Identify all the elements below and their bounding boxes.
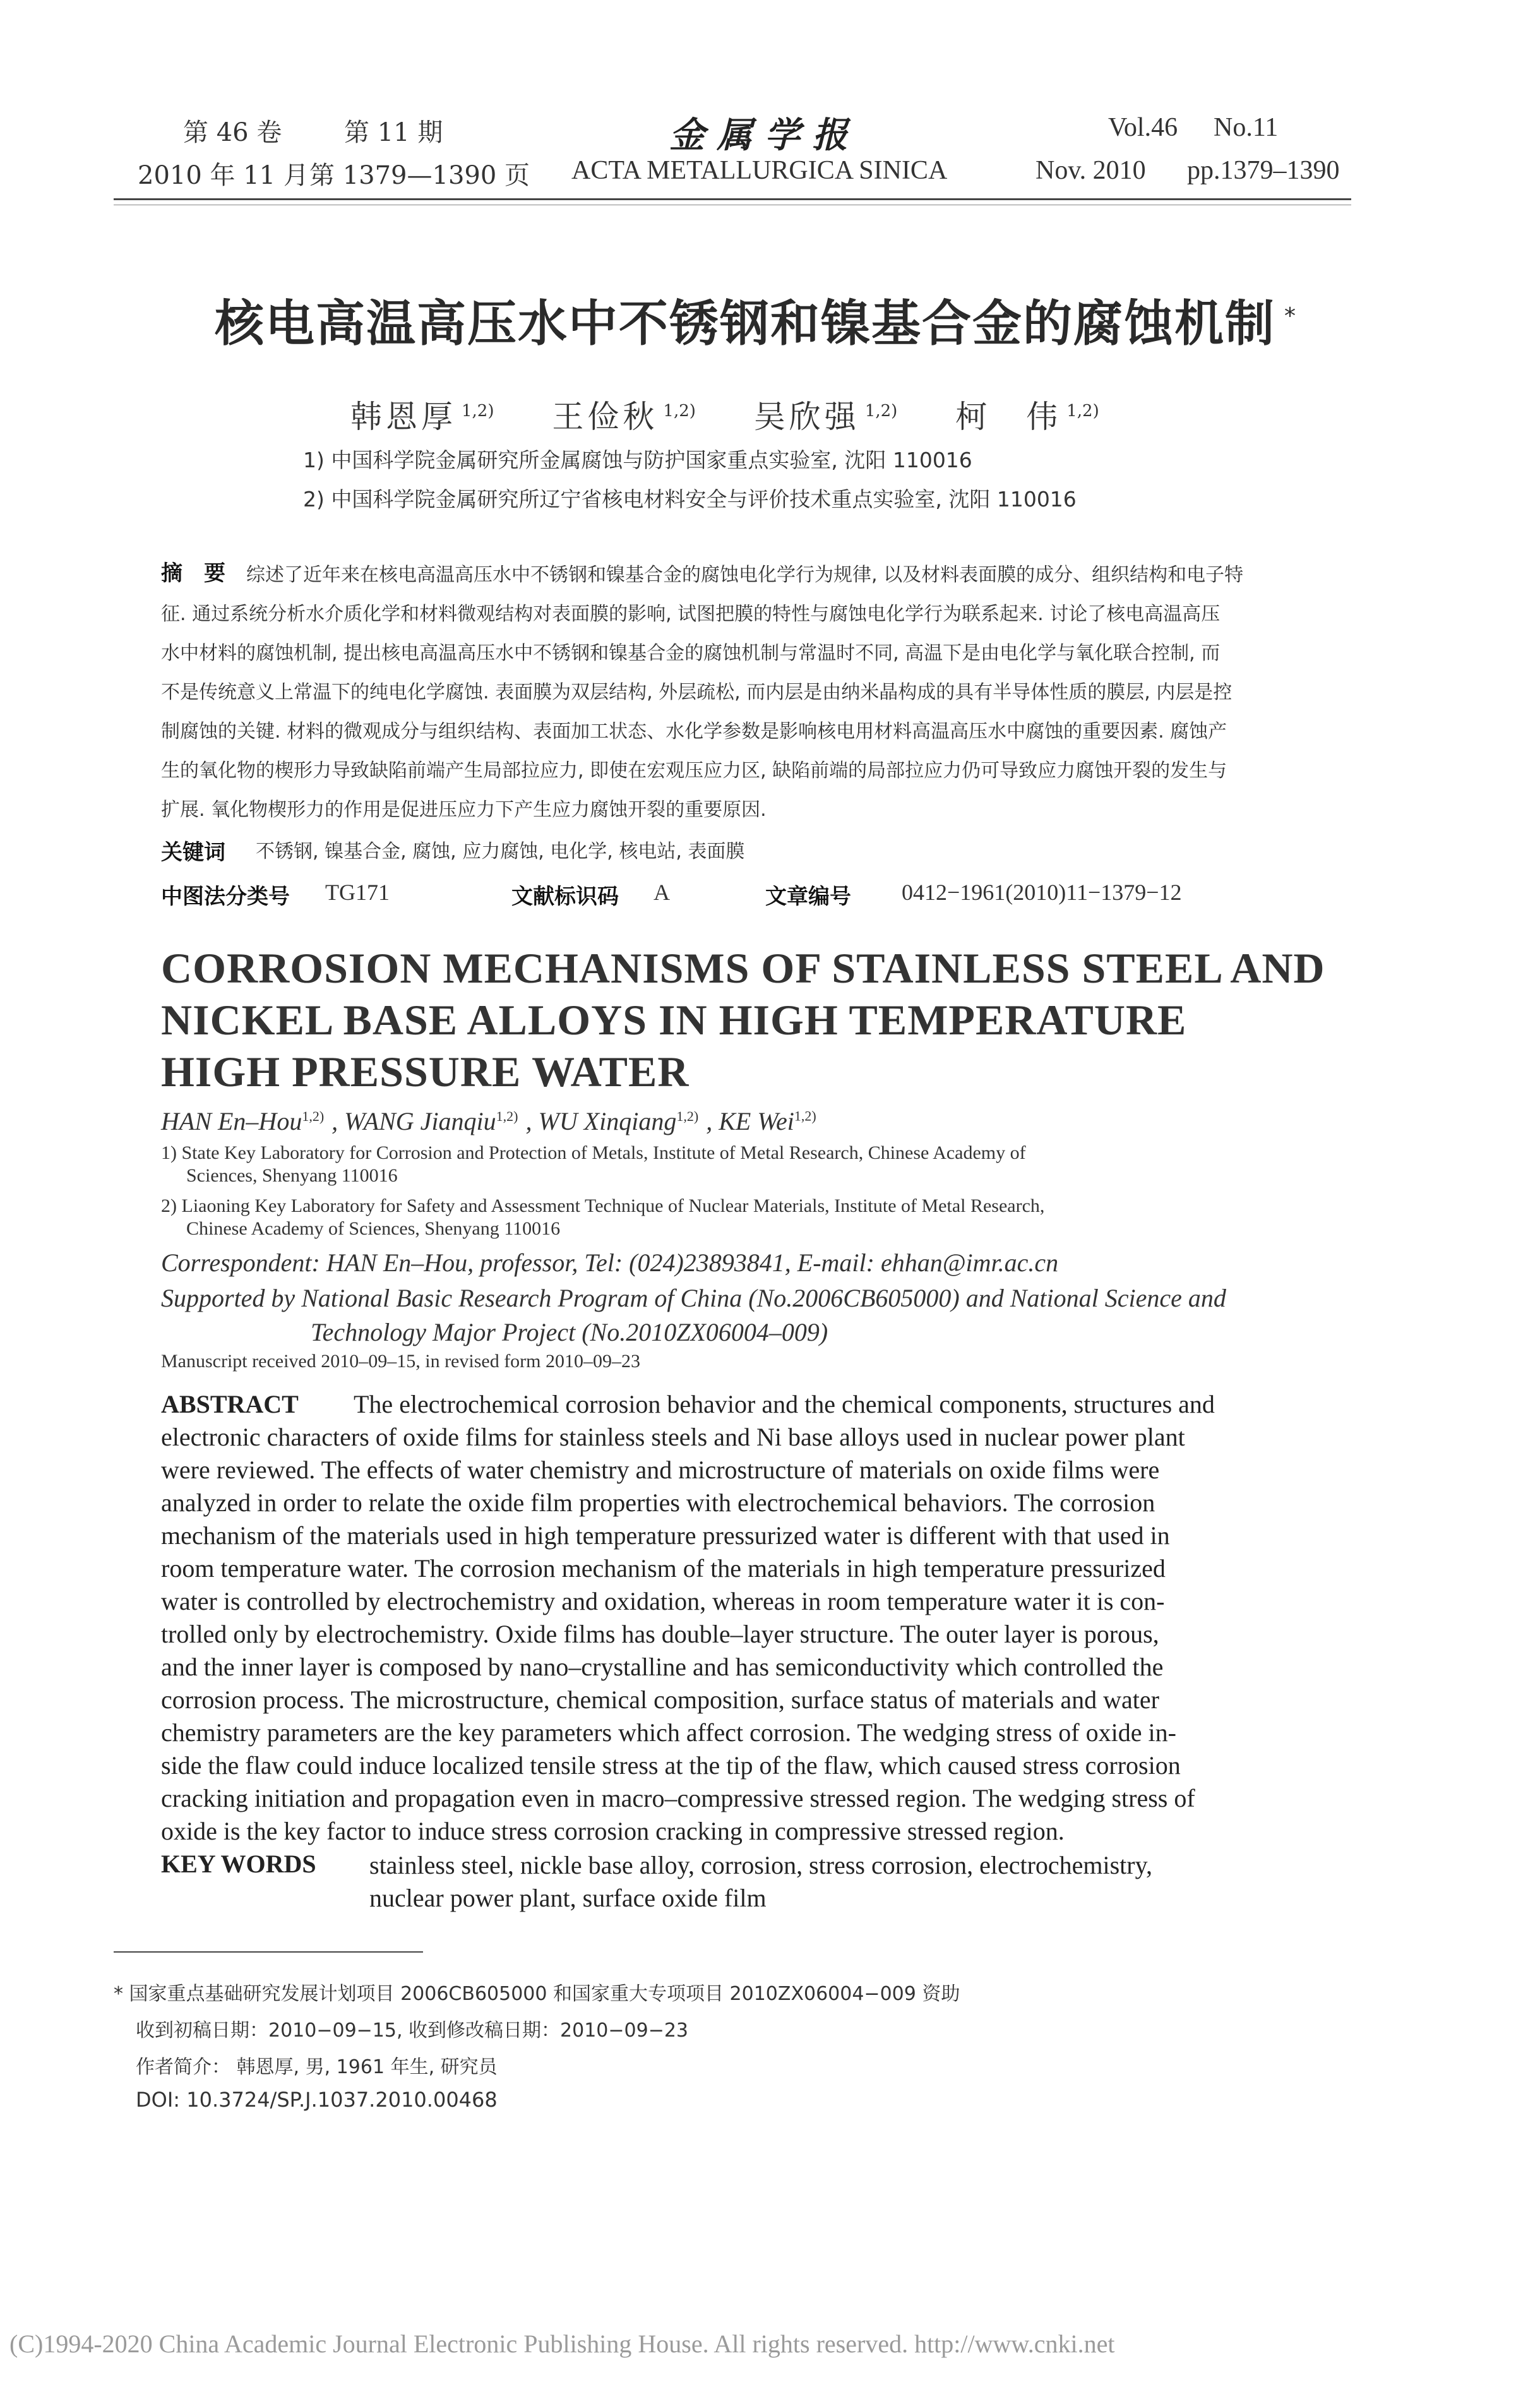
author-en: WU Xinqiang xyxy=(538,1107,677,1135)
abstract-en-line: mechanism of the materials used in high temperature pressurized water is different with that used in xyxy=(161,1521,1170,1550)
keywords-label-en: KEY WORDS xyxy=(161,1850,316,1878)
copyright-line: (C)1994-2020 China Academic Journal Electronic Publishing House. All rights reserved. http://www.cnki.net xyxy=(9,2330,1115,2358)
abstract-en-line: were reviewed. The effects of water chemistry and microstructure of materials on oxide films were xyxy=(161,1456,1160,1484)
abstract-label-cn: 摘 要 xyxy=(161,561,225,586)
affiliation-en-2: 2) Liaoning Key Laboratory for Safety and Assessment Technique of Nuclear Materials, Institute of Metal Research, xyxy=(161,1195,1045,1216)
footnote-funding: * 国家重点基础研究发展计划项目 2006CB605000 和国家重大专项项目 2010ZX06004−009 资助 xyxy=(114,1983,960,2005)
issue-en: No.11 xyxy=(1214,113,1279,142)
supported-by-cont: Technology Major Project (No.2010ZX06004–009) xyxy=(311,1318,828,1346)
author-en: HAN En–Hou xyxy=(161,1107,302,1135)
abstract-en-line: cracking initiation and propagation even in macro–compressive stressed region. The wedging stress of xyxy=(161,1784,1195,1812)
journal-name-en: ACTA METALLURGICA SINICA xyxy=(571,156,948,185)
abstract-en-line: and the inner layer is composed by nano–crystalline and has semiconductivity which controlled the xyxy=(161,1653,1164,1681)
keywords-en-cont: nuclear power plant, surface oxide film xyxy=(369,1884,767,1912)
pages-cn: 第 1379—1390 页 xyxy=(309,161,530,190)
paper-title-cn: 核电高温高压水中不锈钢和镍基合金的腐蚀机制 * xyxy=(215,296,1298,352)
author-en: KE Wei xyxy=(719,1107,794,1135)
affiliation-cn-2: 2) 中国科学院金属研究所辽宁省核电材料安全与评价技术重点实验室, 沈阳 110016 xyxy=(303,487,1077,512)
manuscript-dates: Manuscript received 2010–09–15, in revised form 2010–09–23 xyxy=(161,1351,641,1372)
pages-en: pp.1379–1390 xyxy=(1187,156,1340,185)
clc-value: TG171 xyxy=(325,880,390,905)
correspondent: Correspondent: HAN En–Hou, professor, Tel: (024)23893841, E-mail: ehhan@imr.ac.cn xyxy=(161,1248,1059,1277)
abstract-cn-line: 水中材料的腐蚀机制, 提出核电高温高压水中不锈钢和镍基合金的腐蚀机制与常温时不同, 高温下是由电化学与氧化联合控制, 而 xyxy=(161,642,1221,664)
affiliation-en-1-cont: Sciences, Shenyang 110016 xyxy=(186,1165,398,1186)
doc-code-label: 文献标识码 xyxy=(511,884,619,909)
keywords-en: stainless steel, nickle base alloy, corrosion, stress corrosion, electrochemistry, xyxy=(369,1851,1153,1879)
abstract-cn-line: 不是传统意义上常温下的纯电化学腐蚀. 表面膜为双层结构, 外层疏松, 而内层是由纳米晶构成的具有半导体性质的膜层, 内层是控 xyxy=(161,681,1233,703)
date-en: Nov. 2010 xyxy=(1036,156,1146,185)
date-cn: 2010 年 11 月 xyxy=(138,161,309,190)
abstract-en-line: water is controlled by electrochemistry and oxidation, whereas in room temperature water it is con- xyxy=(161,1587,1165,1615)
paper-title-en-line: NICKEL BASE ALLOYS IN HIGH TEMPERATURE xyxy=(161,996,1187,1044)
abstract-cn-line: 生的氧化物的楔形力导致缺陷前端产生局部拉应力, 即使在宏观压应力区, 缺陷前端的局部拉应力仍可导致应力腐蚀开裂的发生与 xyxy=(161,760,1227,782)
author-en: WANG Jianqiu xyxy=(344,1107,496,1135)
abstract-en-line: side the flaw could induce localized tensile stress at the tip of the flaw, which caused stress corrosion xyxy=(161,1751,1181,1780)
footnote-author-bio: 作者简介： 韩恩厚, 男, 1961 年生, 研究员 xyxy=(136,2056,498,2078)
affiliation-en-1: 1) State Key Laboratory for Corrosion and Protection of Metals, Institute of Metal Research, Chinese Academy of xyxy=(161,1142,1026,1163)
article-no-value: 0412−1961(2010)11−1379−12 xyxy=(902,880,1182,905)
affiliation-en-2-cont: Chinese Academy of Sciences, Shenyang 110016 xyxy=(186,1218,561,1239)
abstract-en-line: analyzed in order to relate the oxide film properties with electrochemical behaviors. The corrosion xyxy=(161,1488,1155,1517)
authors-en: HAN En–Hou$^{1,2)}$ , WANG Jianqiu$^{1,2)}$ , WU Xinqiang$^{1,2)}$ , KE Wei$^{1,2)}$ xyxy=(161,1107,816,1135)
abstract-en-line: corrosion process. The microstructure, chemical composition, surface status of materials and water xyxy=(161,1685,1159,1714)
abstract-cn-line: 扩展. 氧化物楔形力的作用是促进压应力下产生应力腐蚀开裂的重要原因. xyxy=(161,799,767,821)
abstract-cn-line: 制腐蚀的关键. 材料的微观成分与组织结构、表面加工状态、水化学参数是影响核电用材料高温高压水中腐蚀的重要因素. 腐蚀产 xyxy=(161,721,1227,743)
abstract-cn-line: 征. 通过系统分析水介质化学和材料微观结构对表面膜的影响, 试图把膜的特性与腐蚀电化学行为联系起来. 讨论了核电高温高压 xyxy=(161,603,1221,625)
doc-code-value: A xyxy=(654,880,670,905)
abstract-en-line: room temperature water. The corrosion mechanism of the materials in high temperature pressurized xyxy=(161,1554,1166,1583)
authors-cn: 韩恩厚 $^{1,2)}$ 王俭秋 $^{1,2)}$ 吴欣强 $^{1,2)}$ 柯 伟 $^{1,2)}$ xyxy=(350,398,1099,435)
abstract-cn-line: 综述了近年来在核电高温高压水中不锈钢和镍基合金的腐蚀电化学行为规律, 以及材料表面膜的成分、组织结构和电子特 xyxy=(246,564,1244,586)
author-cn: 韩恩厚 xyxy=(350,398,457,435)
header-rule xyxy=(114,198,1351,200)
article-no-label: 文章编号 xyxy=(765,884,851,909)
abstract-en-line: The electrochemical corrosion behavior and the chemical components, structures and xyxy=(354,1390,1215,1418)
paper-title-en-line: CORROSION MECHANISMS OF STAINLESS STEEL AND xyxy=(161,944,1325,992)
footnote-doi: DOI: 10.3724/SP.J.1037.2010.00468 xyxy=(136,2088,498,2112)
issue-cn: 第 11 期 xyxy=(344,118,443,147)
keywords-cn: 不锈钢, 镍基合金, 腐蚀, 应力腐蚀, 电化学, 核电站, 表面膜 xyxy=(256,841,745,863)
journal-name-cn: 金 属 学 报 xyxy=(669,114,848,156)
abstract-en-line: chemistry parameters are the key parameters which affect corrosion. The wedging stress of oxide in- xyxy=(161,1718,1176,1747)
footnote-received: 收到初稿日期：2010−09−15, 收到修改稿日期：2010−09−23 xyxy=(136,2020,689,2042)
volume-cn: 第 46 卷 xyxy=(183,118,282,147)
paper-title-en-line: HIGH PRESSURE WATER xyxy=(161,1048,689,1096)
keywords-label-cn: 关键词 xyxy=(161,840,225,865)
supported-by: Supported by National Basic Research Program of China (No.2006CB605000) and National Science and xyxy=(161,1284,1226,1312)
author-cn: 吴欣强 xyxy=(753,398,860,435)
affiliation-cn-1: 1) 中国科学院金属研究所金属腐蚀与防护国家重点实验室, 沈阳 110016 xyxy=(303,448,972,472)
volume-en: Vol.46 xyxy=(1108,113,1178,142)
abstract-label-en: ABSTRACT xyxy=(161,1390,299,1418)
abstract-en-line: trolled only by electrochemistry. Oxide films has double–layer structure. The outer layer is porous, xyxy=(161,1620,1159,1648)
footnote-rule xyxy=(114,1951,423,1953)
author-cn: 王俭秋 xyxy=(552,398,659,435)
abstract-en-line: oxide is the key factor to induce stress corrosion cracking in compressive stressed region. xyxy=(161,1817,1065,1845)
author-cn: 柯 伟 xyxy=(955,398,1062,435)
clc-label: 中图法分类号 xyxy=(161,884,290,909)
abstract-en-line: electronic characters of oxide films for stainless steels and Ni base alloys used in nuclear power plant xyxy=(161,1423,1185,1451)
